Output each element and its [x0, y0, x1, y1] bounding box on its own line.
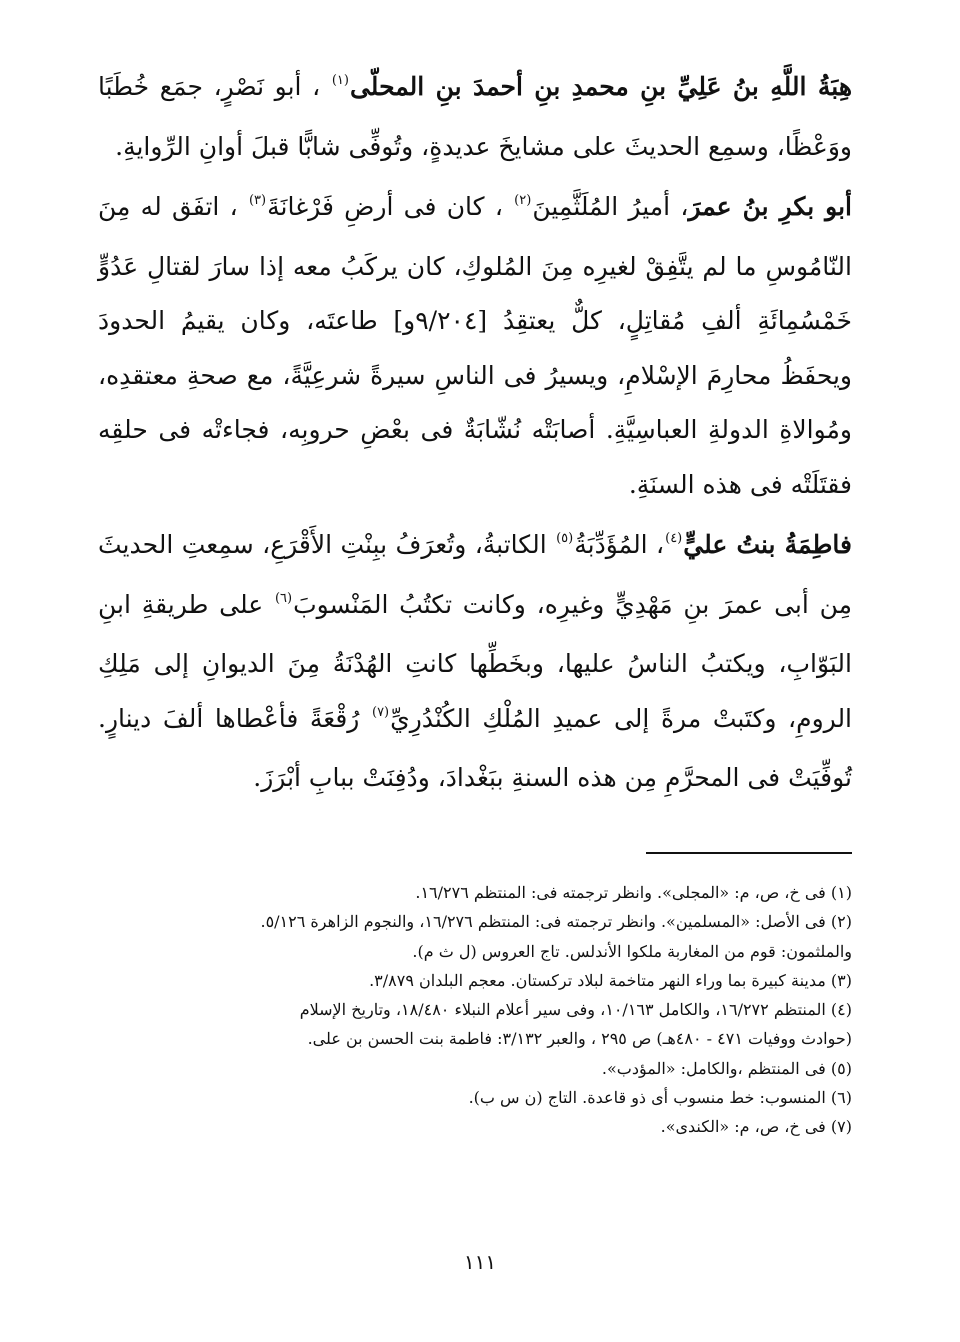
main-text [98, 60, 852, 806]
entry-text: ، كان فى أرضِ فَرْغانَةَ [267, 192, 503, 221]
footnote: (٢) فى الأصل: «المسلمين». وانظر ترجمته فى: المنتظم ١٦/٢٧٦، والنجوم الزاهرة ٥/١٢٦. [260, 912, 852, 932]
footnotes [98, 878, 852, 1142]
entry-hibatullah [98, 60, 852, 174]
entry-name: فاطِمَةُ بنتُ عليٍّ [683, 530, 852, 559]
footnote: (٦) المنسوب: خط منسوب أى ذو قاعدة. التاج (ن س ب). [468, 1088, 852, 1108]
footnote: (١) فى خ، ص، م: «المجلى». وانظر ترجمته فى: المنتظم ١٦/٢٧٦. [415, 883, 852, 902]
footnote-continuation: (حوادث ووفيات ٤٧١ - ٤٨٠هـ) ص ٢٩٥ ، والعبر ٣/١٣٢: فاطمة بنت الحسن بن على. [307, 1029, 852, 1049]
entry-text: على طريقةِ ابنِ البَوّابِ، ويكتبُ الناسُ عليها، وبخَطِّها كانتِ الهُدْنَةُ مِنَ الديوانِ إلى مَلِكِ الرومِ، وكتَبتْ مرةً إلى عميدِ المُلْكِ الكُنْدُرِيِّ [98, 589, 853, 733]
entry-abu-bakr [98, 180, 852, 512]
footnote-continuation: والملثمون: قوم من المغاربة ملكوا الأندلس. تاج العروس (ل ث م). [412, 941, 852, 961]
entry-text: ، المُؤَدِّبَةُ [574, 530, 665, 559]
footnote-ref: (٧) [371, 704, 390, 720]
entry-text: رُقْعَةً فأعْطاها ألفَ دينارٍ. تُوفِّيَتْ فى المحرَّمِ مِن هذه السنةِ ببَغْدادَ، ودُفِنَتْ ببابِ أبْرَزَ. [98, 703, 852, 792]
entry-fatima [98, 518, 852, 806]
entry-text: الكاتبةُ، وتُعرَفُ ببِنْتِ الأَقْرَعِ، سمِعتِ الحديثَ مِن أبى عمرَ بنِ مَهْدِيٍّ وغيرِه، وكانت تكتُبُ المَنْسوبَ [98, 530, 852, 619]
footnote: (٣) مدينة كبيرة بما وراء النهر متاخمة لبلاد تركستان. معجم البلدان ٣/٨٧٩. [369, 970, 852, 990]
entry-text: ، أبو نَصْرٍ، جمَع خُطَبًا ووَعْظًا، وسمِع الحديثَ على مشايخَ عديدةٍ، وتُوفِّى شابًّا قبلَ أوانِ الرِّوايةِ. [98, 72, 852, 161]
entry-name: هِبَةُ اللَّهِ بنُ عَلِيِّ بنِ محمدِ بنِ أحمدَ بنِ المحلّى [349, 72, 852, 101]
footnote-ref: (٣) [248, 193, 267, 208]
footnote-separator [646, 852, 852, 854]
footnote-ref: (٦) [274, 590, 293, 606]
footnote-ref: (١) [331, 73, 349, 88]
entry-text: ، أميرُ المُلَثَّمِينَ [532, 192, 689, 221]
footnote-ref: (٥) [556, 531, 574, 546]
entry-text: ، اتفَق له مِنَ النّامُوسِ ما لم يتَّفِقْ لغيرِه مِنَ المُلوكِ، كان يركَبُ معه إذا سارَ لقتالِ عَدُوٍّ خَمْسُمِائَةِ ألفِ مُقاتِلٍ، كلٌّ يعتقِدُ [٩/٢٠٤و] طاعتَه، وكان يقيمُ الحدودَ ويحفَظُ محارِمَ الإسْلامِ، ويسيرُ فى الناسِ سيرةً شرعِيَّةً، مع صحةِ معتقدِه، ومُوالاةِ الدولةِ العباسِيَّةِ. أصابَتْه نُشّابَةٌ فى بعْضِ حروبِه، فجاءتْه فى حلقِه فقتَلَتْه فى هذه السنَةِ. [98, 192, 853, 499]
footnote-ref: (٢) [514, 193, 532, 208]
footnote-ref: (٤) [665, 531, 683, 546]
entry-name: أبو بكرِ بنُ عمرَ [688, 192, 853, 221]
footnote: (٥) فى المنتظم ،والكامل: «المؤدب». [601, 1058, 852, 1078]
page-number: ١١١ [463, 1250, 497, 1274]
footnote: (٧) فى خ، ص، م: «الكندى». [660, 1117, 852, 1137]
footnote: (٤) المنتظم ١٦/٢٧٢، والكامل ١٠/١٦٣، وفى سير أعلام النبلاء ١٨/٤٨٠، وتاريخ الإسلام [299, 1000, 852, 1020]
